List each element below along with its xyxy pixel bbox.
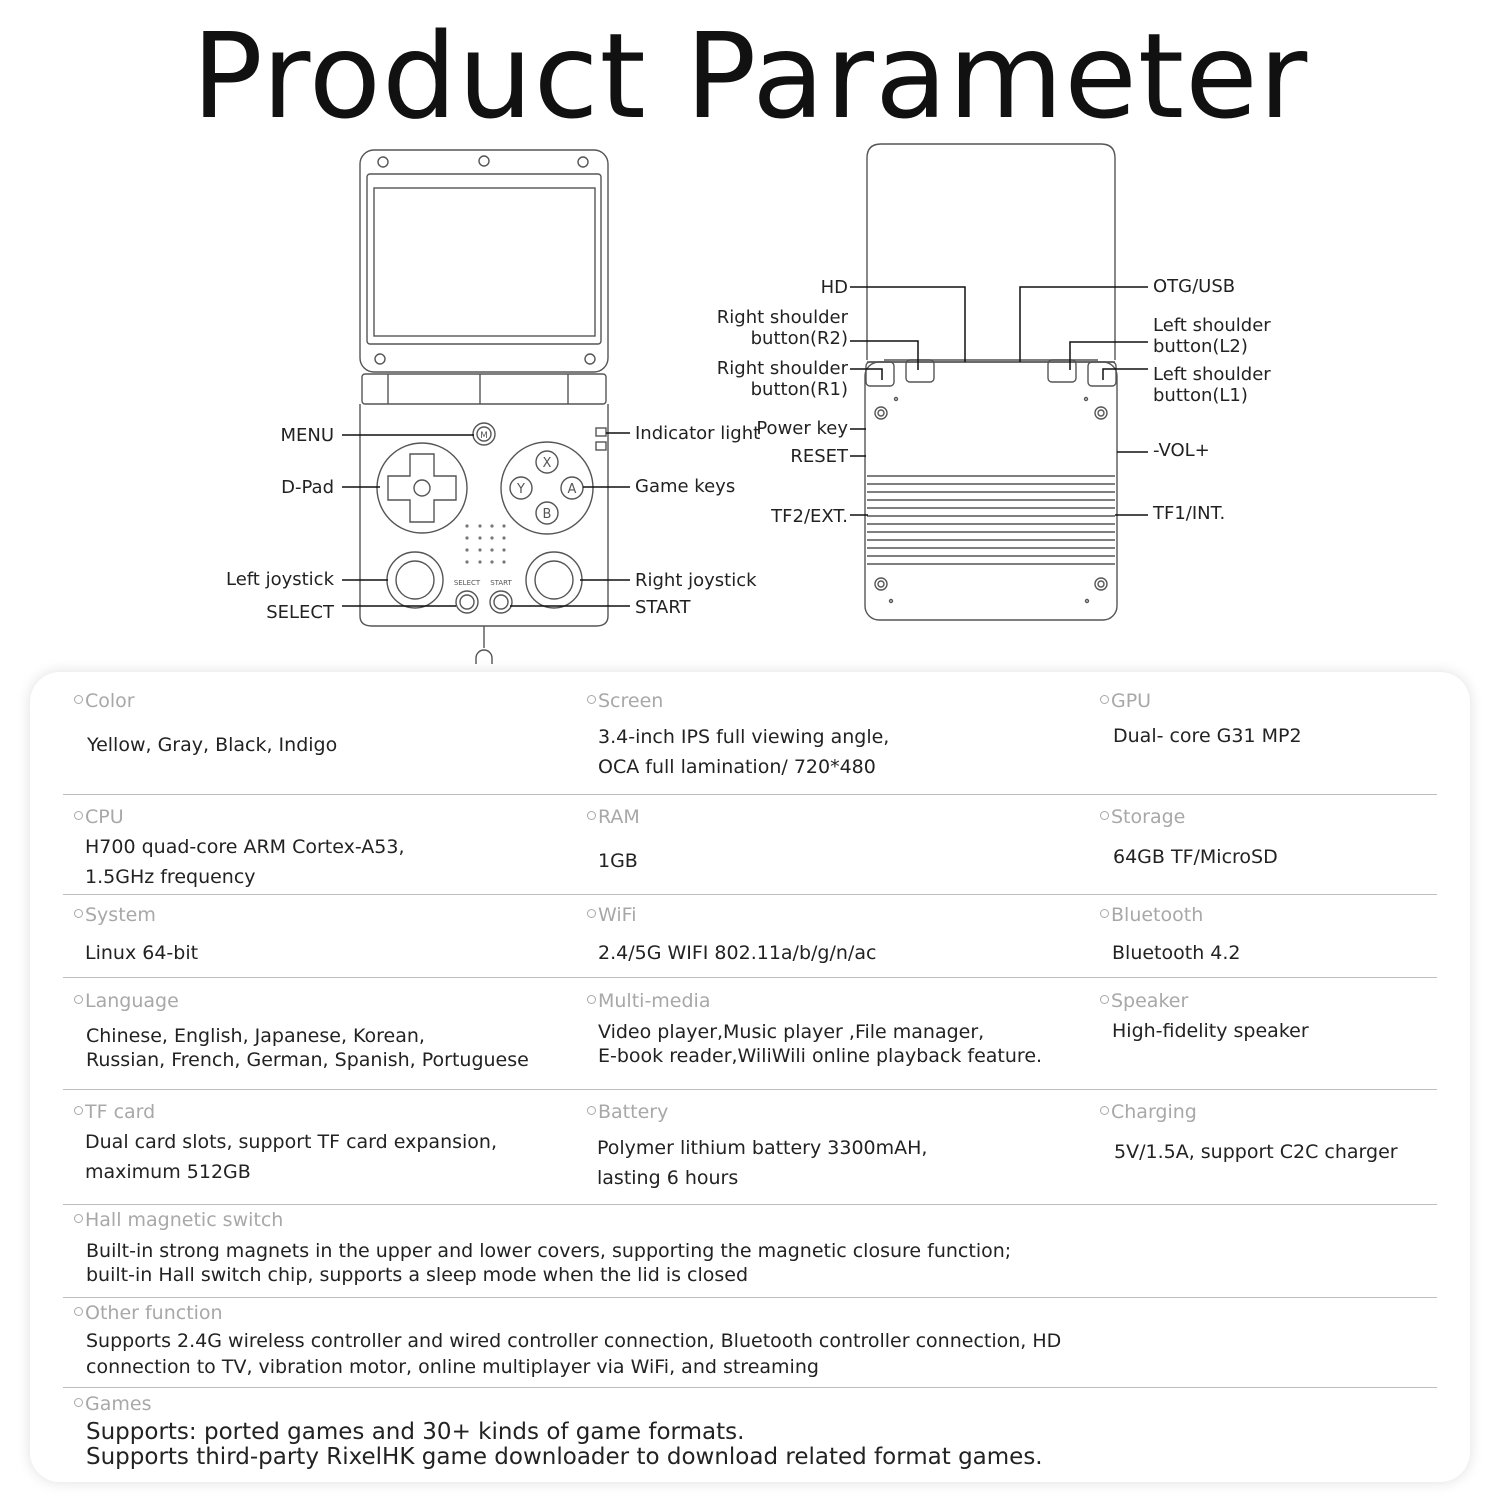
spec-label: Charging bbox=[1111, 1101, 1197, 1123]
spec-label: System bbox=[85, 904, 156, 926]
spec-tf-card bbox=[74, 1101, 497, 1187]
spec-card bbox=[30, 672, 1470, 1482]
spec-value: Dual card slots, support TF card expansion, maximum 512GB bbox=[85, 1131, 497, 1183]
spec-speaker bbox=[1100, 990, 1309, 1046]
callout-tf2: TF2/EXT. bbox=[771, 506, 848, 527]
callout-indicator-light: Indicator light bbox=[635, 423, 761, 444]
spec-value: 2.4/5G WIFI 802.11a/b/g/n/ac bbox=[598, 942, 877, 964]
bullet-icon bbox=[587, 811, 596, 820]
spec-label: WiFi bbox=[598, 904, 637, 926]
callout-left-joystick: Left joystick bbox=[225, 569, 334, 590]
callout-select: SELECT bbox=[266, 602, 334, 623]
bullet-icon bbox=[587, 1106, 596, 1115]
row-divider bbox=[63, 1089, 1437, 1090]
x-mark: X bbox=[542, 456, 552, 471]
spec-ram bbox=[587, 806, 640, 876]
spec-value: Video player,Music player ,File manager, E-book reader,WiliWili online playback feature. bbox=[598, 1021, 1043, 1067]
spec-label: Screen bbox=[598, 690, 664, 712]
callout-r2: Right shoulder button(R2) bbox=[716, 307, 848, 349]
menu-mark: M bbox=[480, 431, 488, 441]
bullet-icon bbox=[74, 1214, 83, 1223]
row-divider bbox=[63, 1297, 1437, 1298]
bullet-icon bbox=[74, 909, 83, 918]
spec-value: Supports: ported games and 30+ kinds of game formats. Supports third-party RixelHK game downloader to download related format games. bbox=[86, 1419, 1043, 1470]
spec-label: Bluetooth bbox=[1111, 904, 1204, 926]
callout-l2: Left shoulder button(L2) bbox=[1153, 315, 1271, 357]
spec-label: Hall magnetic switch bbox=[85, 1209, 284, 1231]
row-divider bbox=[63, 1204, 1437, 1205]
row-divider bbox=[63, 894, 1437, 895]
callout-r1: Right shoulder button(R1) bbox=[716, 358, 848, 400]
bullet-icon bbox=[1100, 1106, 1109, 1115]
page-title: Product Parameter bbox=[191, 7, 1309, 145]
row-divider bbox=[63, 1387, 1437, 1388]
spec-charging bbox=[1100, 1101, 1398, 1167]
spec-value: Polymer lithium battery 3300mAH, lasting 6 hours bbox=[597, 1137, 928, 1189]
spec-value: Supports 2.4G wireless controller and wired controller connection, Bluetooth controller connection, HD connection to TV, vibration motor, online multiplayer via WiFi, and streaming bbox=[86, 1330, 1062, 1378]
spec-value: 3.4-inch IPS full viewing angle, OCA full lamination/ 720*480 bbox=[598, 726, 890, 778]
spec-system bbox=[74, 904, 198, 968]
bullet-icon bbox=[74, 811, 83, 820]
row-divider bbox=[63, 977, 1437, 978]
speaker-grille bbox=[465, 524, 505, 563]
spec-value: 5V/1.5A, support C2C charger bbox=[1114, 1141, 1398, 1163]
spec-wifi bbox=[587, 904, 876, 968]
callout-start: START bbox=[635, 597, 691, 618]
spec-value: 1GB bbox=[598, 850, 638, 872]
callout-menu: MENU bbox=[280, 425, 334, 446]
select-mark: SELECT bbox=[453, 579, 481, 587]
bullet-icon bbox=[1100, 695, 1109, 704]
spec-label: Language bbox=[85, 990, 179, 1012]
spec-cpu bbox=[74, 806, 404, 892]
callout-power-key: Power key bbox=[756, 418, 848, 439]
start-mark: START bbox=[490, 579, 512, 587]
spec-multimedia bbox=[587, 990, 1042, 1068]
front-device-lid bbox=[360, 150, 608, 372]
row-divider bbox=[63, 794, 1437, 795]
bullet-icon bbox=[1100, 909, 1109, 918]
spec-screen bbox=[587, 690, 889, 782]
spec-label: Storage bbox=[1111, 806, 1186, 828]
bullet-icon bbox=[74, 695, 83, 704]
spec-value: Chinese, English, Japanese, Korean, Russian, French, German, Spanish, Portuguese bbox=[86, 1025, 529, 1071]
bullet-icon bbox=[587, 695, 596, 704]
spec-gpu bbox=[1100, 690, 1302, 751]
bullet-icon bbox=[587, 995, 596, 1004]
bullet-icon bbox=[74, 1307, 83, 1316]
spec-label: Battery bbox=[598, 1101, 669, 1123]
y-mark: Y bbox=[517, 482, 525, 497]
spec-label: Speaker bbox=[1111, 990, 1189, 1012]
bullet-icon bbox=[1100, 995, 1109, 1004]
bullet-icon bbox=[74, 995, 83, 1004]
spec-label: RAM bbox=[598, 806, 640, 828]
spec-games bbox=[74, 1393, 1043, 1470]
callout-game-keys: Game keys bbox=[635, 476, 736, 497]
spec-language bbox=[74, 990, 529, 1072]
bullet-icon bbox=[74, 1398, 83, 1407]
a-mark: A bbox=[567, 482, 577, 497]
callout-reset: RESET bbox=[790, 446, 848, 467]
callout-dpad: D-Pad bbox=[281, 477, 334, 498]
spec-bluetooth bbox=[1100, 904, 1241, 968]
front-hinge bbox=[362, 374, 606, 404]
spec-label: GPU bbox=[1111, 690, 1152, 712]
callout-right-joystick: Right joystick bbox=[635, 570, 757, 591]
spec-value: Dual- core G31 MP2 bbox=[1113, 725, 1302, 747]
spec-value: Linux 64-bit bbox=[85, 942, 199, 964]
spec-value: High-fidelity speaker bbox=[1112, 1020, 1309, 1042]
spec-label: TF card bbox=[85, 1101, 156, 1123]
callout-hd: HD bbox=[820, 277, 848, 298]
spec-other-function bbox=[74, 1302, 1061, 1380]
spec-label: Color bbox=[85, 690, 135, 712]
spec-color bbox=[74, 690, 337, 760]
callout-tf1: TF1/INT. bbox=[1153, 503, 1226, 524]
bullet-icon bbox=[587, 909, 596, 918]
callout-l1: Left shoulder button(L1) bbox=[1153, 364, 1271, 406]
spec-value: 64GB TF/MicroSD bbox=[1113, 846, 1278, 868]
b-mark: B bbox=[542, 507, 552, 522]
spec-value: Yellow, Gray, Black, Indigo bbox=[87, 734, 338, 756]
headphone-icon bbox=[476, 626, 492, 664]
spec-battery bbox=[587, 1101, 927, 1193]
callout-vol: -VOL+ bbox=[1153, 440, 1210, 461]
back-device bbox=[865, 144, 1117, 620]
spec-storage bbox=[1100, 806, 1278, 872]
spec-label: Games bbox=[85, 1393, 152, 1415]
bullet-icon bbox=[74, 1106, 83, 1115]
spec-hall-switch bbox=[74, 1209, 1011, 1287]
spec-label: Multi-media bbox=[598, 990, 711, 1012]
spec-label: Other function bbox=[85, 1302, 223, 1324]
spec-value: H700 quad-core ARM Cortex-A53, 1.5GHz frequency bbox=[85, 836, 405, 888]
callout-otg-usb: OTG/USB bbox=[1153, 276, 1236, 297]
spec-value: Bluetooth 4.2 bbox=[1112, 942, 1241, 964]
spec-value: Built-in strong magnets in the upper and lower covers, supporting the magnetic closure function; built-in Hall switch chip, supports a sleep mode when the lid is closed bbox=[86, 1240, 1012, 1286]
spec-label: CPU bbox=[85, 806, 124, 828]
bullet-icon bbox=[1100, 811, 1109, 820]
